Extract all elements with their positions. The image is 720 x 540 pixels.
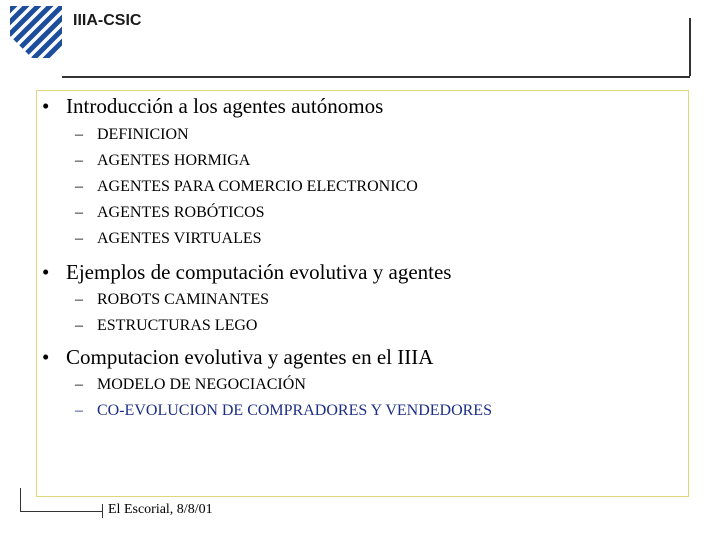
outline-subitem-label: AGENTES HORMIGA xyxy=(97,152,251,169)
dash-icon: – xyxy=(75,291,83,308)
outline-subitem xyxy=(75,178,418,196)
footer-divider-vertical xyxy=(20,488,21,512)
outline-item xyxy=(42,260,451,285)
outline-subitem xyxy=(75,317,257,335)
iiia-striped-logo-icon xyxy=(10,6,62,58)
dash-icon: – xyxy=(75,204,83,221)
outline-subitem-label: AGENTES PARA COMERCIO ELECTRONICO xyxy=(97,178,418,195)
outline-item xyxy=(42,94,383,119)
outline-subitem-label: AGENTES ROBÓTICOS xyxy=(97,204,265,221)
outline-subitem-highlighted xyxy=(75,402,492,420)
outline-subitem xyxy=(75,204,265,222)
outline-item-title: Computacion evolutiva y agentes en el IIIA xyxy=(66,345,434,369)
outline-item xyxy=(42,345,433,370)
outline-subitem xyxy=(75,230,262,248)
footer-divider-horizontal xyxy=(20,511,102,512)
dash-icon: – xyxy=(75,126,83,143)
footer-text: El Escorial, 8/8/01 xyxy=(108,502,213,517)
header-divider-horizontal xyxy=(62,76,690,78)
outline-subitem-label: ROBOTS CAMINANTES xyxy=(97,291,270,308)
outline-subitem-label: ESTRUCTURAS LEGO xyxy=(97,317,258,334)
outline-subitem-label: AGENTES VIRTUALES xyxy=(97,230,262,247)
org-name: IIIA-CSIC xyxy=(73,12,142,29)
dash-icon: – xyxy=(75,376,83,393)
dash-icon: – xyxy=(75,402,83,419)
outline-item-title: Ejemplos de computación evolutiva y agentes xyxy=(66,260,452,284)
outline-subitem-label: DEFINICION xyxy=(97,126,189,143)
outline-subitem xyxy=(75,291,269,309)
dash-icon: – xyxy=(75,152,83,169)
outline-subitem xyxy=(75,152,250,170)
header-divider-vertical xyxy=(689,18,691,76)
bullet-icon: • xyxy=(42,94,50,118)
outline-subitem-label: MODELO DE NEGOCIACIÓN xyxy=(97,376,306,393)
bullet-icon: • xyxy=(42,260,50,284)
footer-tick xyxy=(102,504,103,518)
outline-subitem-label: CO-EVOLUCION DE COMPRADORES Y VENDEDORES xyxy=(97,402,492,419)
dash-icon: – xyxy=(75,230,83,247)
outline-item-title: Introducción a los agentes autónomos xyxy=(66,94,384,118)
outline-subitem xyxy=(75,376,306,394)
dash-icon: – xyxy=(75,317,83,334)
dash-icon: – xyxy=(75,178,83,195)
outline-subitem xyxy=(75,126,189,144)
bullet-icon: • xyxy=(42,345,50,369)
